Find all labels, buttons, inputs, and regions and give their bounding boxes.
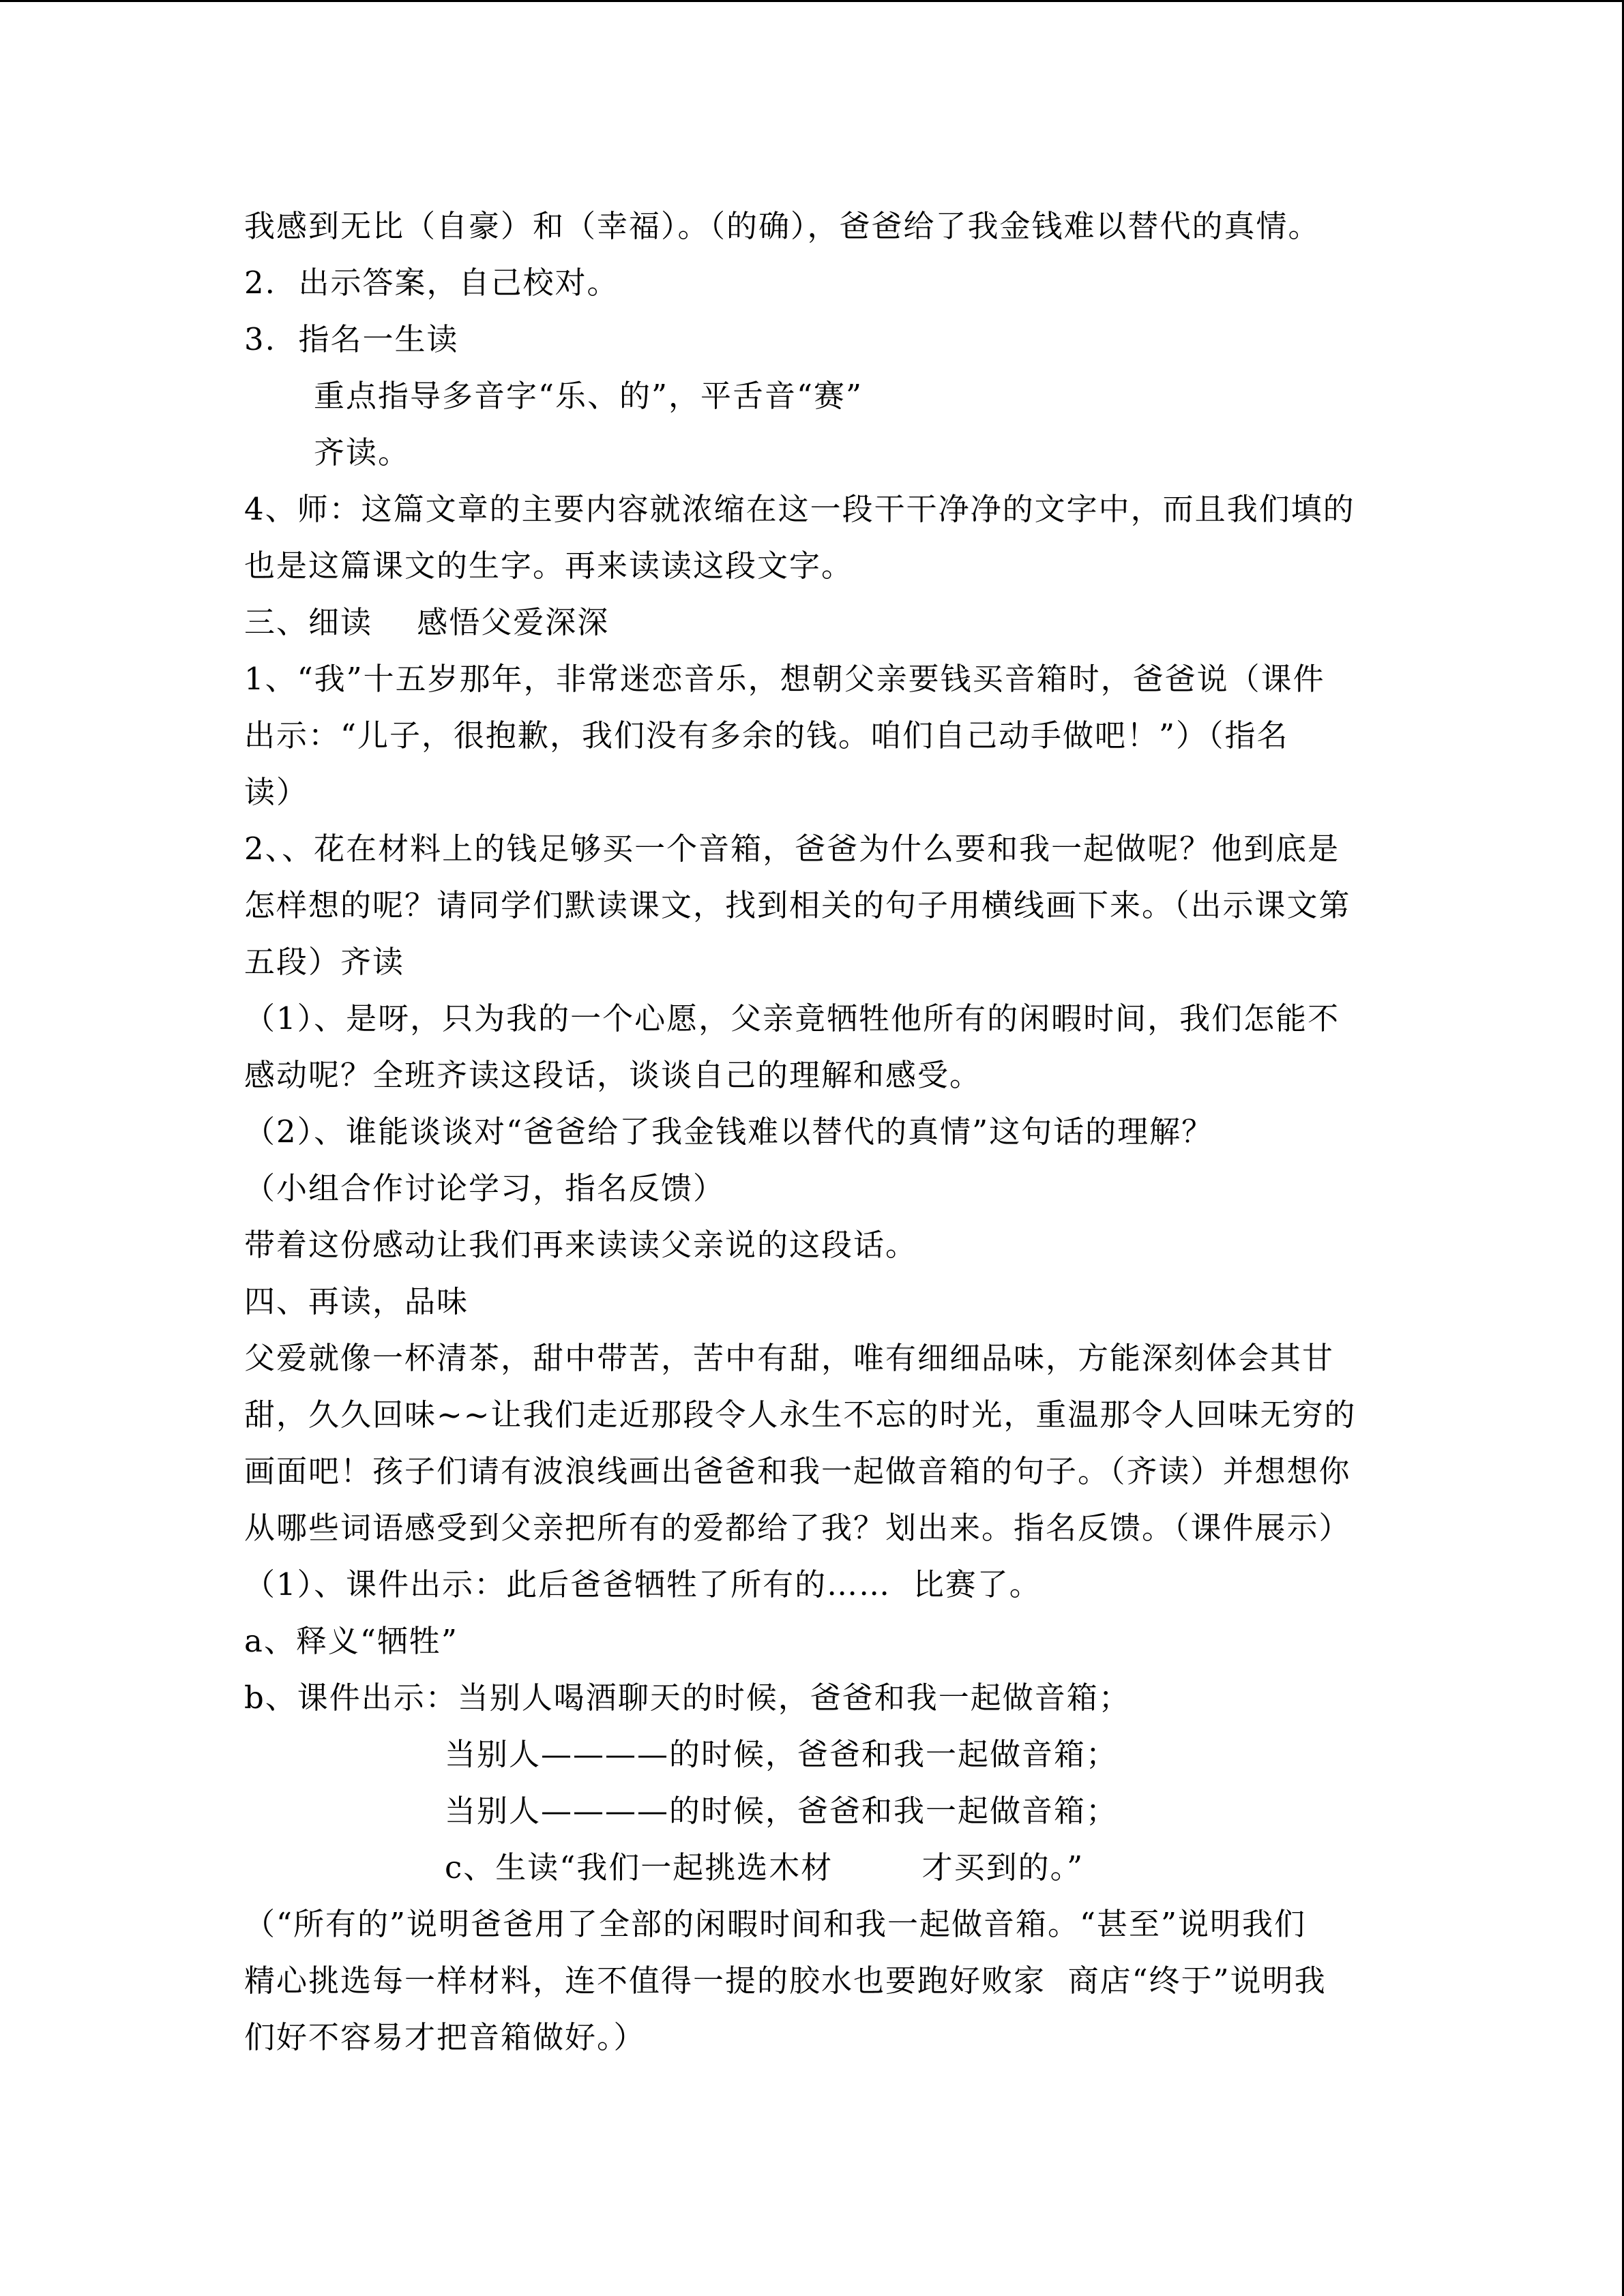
text-line: 当别人————的时候，爸爸和我一起做音箱； [445,1793,1119,1829]
text-line: （1）、是呀，只为我的一个心愿，父亲竟牺牲他所有的闲暇时间，我们怎能不 [244,1000,1340,1037]
text-line: 3. 指名一生读 [244,321,459,357]
text-line: 出示：“儿子，很抱歉，我们没有多余的钱。咱们自己动手做吧！”）（指名 [244,717,1289,754]
text-line: 甜，久久回味~~让我们走近那段令人永生不忘的时光，重温那令人回味无穷的 [244,1397,1357,1433]
text-line: 五段）齐读 [244,944,405,980]
text-line: 2、、花在材料上的钱足够买一个音箱，爸爸为什么要和我一起做呢？他到底是 [244,831,1340,867]
text-line: 精心挑选每一样材料，连不值得一提的胶水也要跑好败家 商店“终于”说明我 [244,1963,1327,1999]
text-line: 当别人————的时候，爸爸和我一起做音箱； [445,1736,1119,1772]
text-line: 感动呢？全班齐读这段话，谈谈自己的理解和感受。 [244,1057,982,1093]
text-line: 1、“我”十五岁那年，非常迷恋音乐，想朝父亲要钱买音箱时，爸爸说（课件 [244,661,1325,697]
section-heading: 三、细读 感悟父爱深深 [244,604,610,640]
text-line: 画面吧！孩子们请有波浪线画出爸爸和我一起做音箱的句子。（齐读）并想想你 [244,1453,1351,1489]
text-line: 2. 出示答案，自己校对。 [244,265,619,301]
text-line: （“所有的”说明爸爸用了全部的闲暇时间和我一起做音箱。“甚至”说明我们 [244,1906,1307,1942]
text-line: 从哪些词语感受到父亲把所有的爱都给了我？划出来。指名反馈。（课件展示） [244,1510,1351,1546]
text-line: 重点指导多音字“乐、的”，平舌音“赛” [314,378,863,414]
text-line: 们好不容易才把音箱做好。） [244,2019,646,2055]
text-line: 读） [244,774,309,810]
text-line: 我感到无比（自豪）和（幸福）。（的确），爸爸给了我金钱难以替代的真情。 [244,208,1320,244]
text-line: c、生读“我们一起挑选木材 才买到的。” [445,1849,1084,1885]
text-line: 4、师：这篇文章的主要内容就浓缩在这一段干干净净的文字中，而且我们填的 [244,491,1355,527]
text-line: （2）、谁能谈谈对“爸爸给了我金钱难以替代的真情”这句话的理解？ [244,1114,1214,1150]
text-line: b、课件出示：当别人喝酒聊天的时候，爸爸和我一起做音箱； [244,1680,1131,1716]
text-line: 也是这篇课文的生字。再来读读这段文字。 [244,548,854,584]
text-line: 父爱就像一杯清茶，甜中带苦，苦中有甜，唯有细细品味，方能深刻体会其甘 [244,1340,1335,1376]
text-line: （小组合作讨论学习，指名反馈） [244,1170,726,1206]
text-line: 齐读。 [314,434,411,471]
document-body [244,198,1380,2066]
section-heading: 四、再读，品味 [244,1283,469,1320]
text-line: （1）、课件出示：此后爸爸牺牲了所有的…… 比赛了。 [244,1566,1042,1602]
page-border-top [0,0,1624,2]
text-line: a、释义“牺牲” [244,1623,458,1659]
text-line: 带着这份感动让我们再来读读父亲说的这段话。 [244,1227,918,1263]
text-line: 怎样想的呢？请同学们默读课文，找到相关的句子用横线画下来。（出示课文第 [244,887,1351,923]
